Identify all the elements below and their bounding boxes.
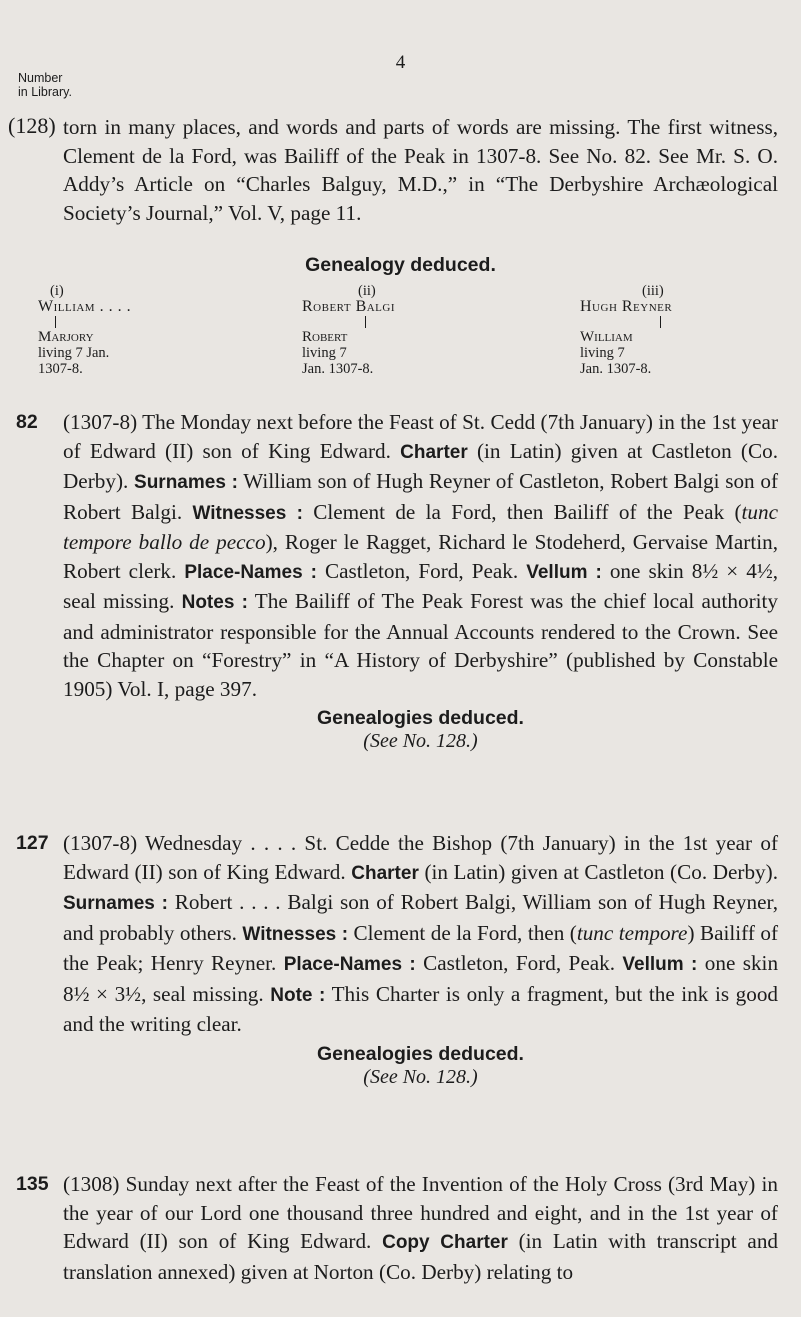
entry-128 xyxy=(0,113,801,227)
genealogy-block xyxy=(0,254,801,277)
father-name: Robert Balgi xyxy=(302,298,396,315)
text-segment: ), Roger le Ragget, Richard le Stodeherd, Gervaise Martin, Robert clerk. xyxy=(63,530,779,583)
text-segment: (in Latin with transcript and translation annexed) given at Norton (Co. Derby) relating to xyxy=(63,1229,779,1284)
text-segment: ) Bailiff of the Peak; Henry Reyner. xyxy=(63,920,779,975)
entry-number: 82 xyxy=(16,411,38,433)
child-name: Marjory xyxy=(38,329,94,345)
roman-numeral: (i) xyxy=(50,283,64,299)
entry-text xyxy=(63,829,778,1039)
entry-number: (128) xyxy=(8,113,56,138)
descent-line xyxy=(55,316,56,328)
child-name: Robert xyxy=(302,329,348,345)
see-reference: (See No. 128.) xyxy=(363,1065,478,1088)
text-segment: Robert . . . . Balgi son of Robert Balgi, William son of Hugh Reyner, and probably others. xyxy=(63,890,779,945)
heading-notes: Notes : xyxy=(181,592,248,613)
genealogy-column-1 xyxy=(38,283,131,377)
text-segment: (in Latin) given at Castleton (Co. Derby). xyxy=(63,438,779,493)
heading-surnames: Surnames : xyxy=(134,472,238,493)
father-name: William . . . . xyxy=(38,298,132,315)
child-date: Jan. 1307-8. xyxy=(302,361,374,377)
number-in-library-heading xyxy=(18,71,72,99)
number-label: Number xyxy=(18,71,63,85)
text-segment: Castleton, Ford, Peak. xyxy=(423,951,616,975)
child-living: living 7 xyxy=(580,345,625,361)
entry-135 xyxy=(0,1170,801,1286)
text-segment: Clement de la Ford, then ( xyxy=(353,920,577,945)
genealogy-title: Genealogy deduced. xyxy=(305,254,496,276)
heading-copy-charter: Copy Charter xyxy=(382,1232,508,1253)
roman-numeral: (iii) xyxy=(642,283,664,299)
text-segment: Castleton, Ford, Peak. xyxy=(325,558,519,583)
heading-witnesses: Witnesses : xyxy=(242,923,349,945)
entry-number: 135 xyxy=(16,1173,49,1195)
heading-place-names: Place-Names : xyxy=(283,954,416,975)
heading-charter: Charter xyxy=(351,862,419,884)
entry-text: torn in many places, and words and parts of words are missing. The first witness, Clement de la Ford, was Bailiff of the Peak in 1307-8. See No. 82. See Mr. S. O. Addy’s Article on “Charles Balguy, M.D.,” in “The Derbyshire Archæological Society’s Journal,” Vol. V, page 11. xyxy=(63,115,778,225)
text-segment: (1307-8) Wednesday . . . . St. Cedde the Bishop (7th January) in the 1st year of Edward (II) son of King Edward. xyxy=(63,831,778,884)
heading-vellum: Vellum : xyxy=(622,954,698,975)
text-segment: William son of Hugh Reyner of Castleton, Robert Balgi son of Robert Balgi. xyxy=(63,469,779,524)
text-segment: Clement de la Ford, then Bailiff of the Peak ( xyxy=(313,499,742,524)
text-segment: The Bailiff of The Peak Forest was the chief local authority and administrator responsible for the Annual Accounts rendered to the Crown. See the Chapter on “Forestry” in “A History of Derbyshire” (published by Constable 1905) Vol. I, page 397. xyxy=(63,589,779,701)
roman-numeral: (ii) xyxy=(358,283,376,299)
latin-phrase: tunc tempore xyxy=(576,920,688,945)
entry-text xyxy=(63,1170,778,1286)
page-number: 4 xyxy=(395,52,406,73)
child-date: 1307-8. xyxy=(38,361,83,377)
text-segment: (1307-8) The Monday next before the Feast of St. Cedd (7th January) in the 1st year of Edward (II) son of King Edward. xyxy=(63,410,778,463)
child-date: Jan. 1307-8. xyxy=(580,361,652,377)
text-segment: This Charter is only a fragment, but the ink is good and the writing clear. xyxy=(63,981,779,1036)
heading-note: Note : xyxy=(270,984,326,1006)
text-segment: one skin 8½ × 3½, seal missing. xyxy=(63,951,779,1006)
genealogies-title: Genealogies deduced. xyxy=(317,1042,524,1065)
entry-number: 127 xyxy=(16,832,49,854)
see-reference: (See No. 128.) xyxy=(363,730,478,752)
entry-82 xyxy=(0,408,801,753)
genealogy-column-3 xyxy=(580,283,672,377)
child-name: William xyxy=(580,329,633,345)
descent-line xyxy=(660,316,661,328)
heading-place-names: Place-Names : xyxy=(184,561,317,583)
heading-witnesses: Witnesses : xyxy=(192,502,303,524)
text-segment: (in Latin) given at Castleton (Co. Derby). xyxy=(424,859,779,884)
child-living: living 7 xyxy=(302,345,347,361)
text-segment: (1308) Sunday next after the Feast of the Invention of the Holy Cross (3rd May) in the year of our Lord one thousand three hundred and eight, and in the 1st year of Edward (II) son of King Edward. xyxy=(63,1172,778,1253)
text-segment: one skin 8½ × 4½, seal missing. xyxy=(63,558,779,613)
father-name: Hugh Reyner xyxy=(580,298,673,315)
child-living: living 7 Jan. xyxy=(38,345,110,361)
genealogy-column-2 xyxy=(302,283,395,377)
entry-text xyxy=(63,408,778,703)
genealogies-title: Genealogies deduced. xyxy=(317,707,524,729)
heading-vellum: Vellum : xyxy=(526,561,602,583)
latin-phrase: tunc tempore ballo de pecco xyxy=(63,499,779,554)
heading-charter: Charter xyxy=(400,441,468,463)
in-library-label: in Library. xyxy=(18,85,72,99)
entry-127 xyxy=(0,829,801,1089)
heading-surnames: Surnames : xyxy=(63,893,168,914)
descent-line xyxy=(365,316,366,328)
